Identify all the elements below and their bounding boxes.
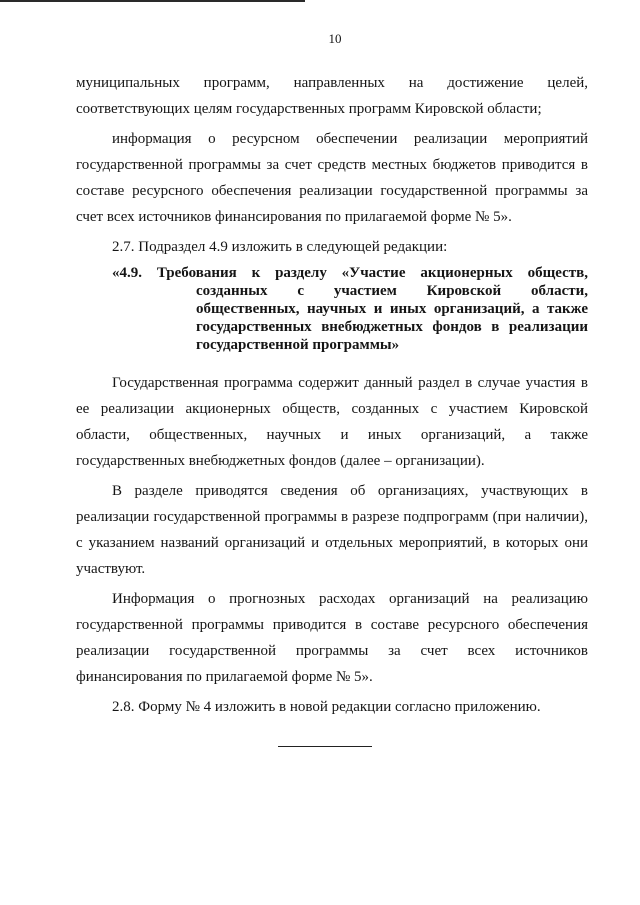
paragraph-resource-info: информация о ресурсном обеспечении реализации мероприятий государственной программы за счет средств местных бюджетов приводится в составе ресурсного обеспечения реализации государственной программы за счет всех источников финансирования по прилагаемой форме № 5». bbox=[76, 131, 588, 225]
section-heading-text: «4.9. Требования к разделу «Участие акционерных обществ, созданных с участием Кировской области, общественных, научных и иных организаций, а также государственных внебюджетных фондов в реализации государственной программы» bbox=[112, 265, 588, 353]
paragraph-section-scope: Государственная программа содержит данный раздел в случае участия в ее реализации акционерных обществ, созданных с участием Кировской области, общественных, научных и иных организаций, а также государственных внебюджетных фондов (далее – организации). bbox=[76, 375, 588, 469]
paragraph-item-2-7: 2.7. Подраздел 4.9 изложить в следующей редакции: bbox=[112, 239, 448, 255]
top-edge-rule bbox=[0, 0, 305, 2]
section-heading-4-9 bbox=[76, 264, 588, 354]
paragraph-item-2-8: 2.8. Форму № 4 изложить в новой редакции согласно приложению. bbox=[112, 699, 541, 715]
document-body bbox=[76, 70, 588, 720]
closing-rule bbox=[278, 746, 372, 747]
paragraph-continuation: муниципальных программ, направленных на достижение целей, соответствующих целям государственных программ Кировской области; bbox=[76, 75, 588, 117]
paragraph-section-contents: В разделе приводятся сведения об организациях, участвующих в реализации государственной программы в разрезе подпрограмм (при наличии), с указанием названий организаций и отдельных мероприятий, в которых они участвуют. bbox=[76, 483, 588, 577]
page-number: 10 bbox=[328, 31, 342, 46]
paragraph-forecast-expenses: Информация о прогнозных расходах организаций на реализацию государственной программы приводится в составе ресурсного обеспечения реализации государственной программы за счет всех источников финансирования по прилагаемой форме № 5». bbox=[76, 591, 588, 685]
